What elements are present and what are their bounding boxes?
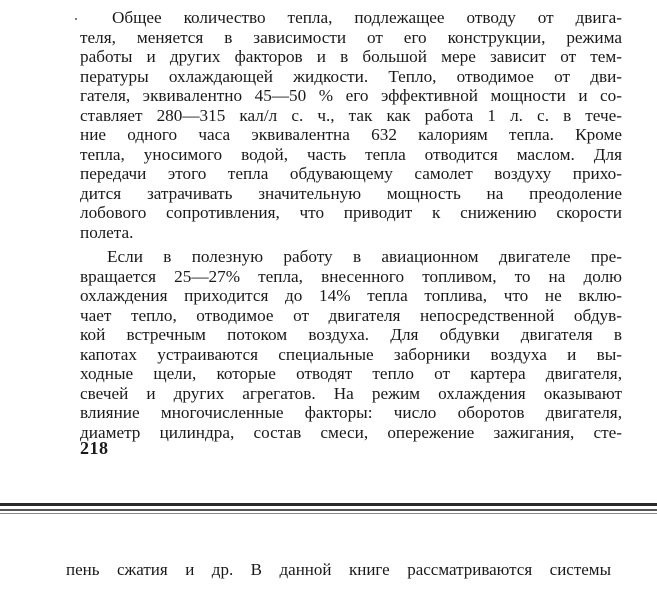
- text-line: лобового сопротивления, что приводит к снижению скорости: [80, 203, 622, 222]
- paragraph-cooling-factors: [80, 247, 622, 442]
- text-line: вращается 25—27% тепла, внесенного топливом, то на долю: [80, 266, 622, 286]
- page-number: 218: [80, 438, 109, 458]
- text-line: капотах устраиваются специальные заборники воздуха и вы-: [80, 344, 622, 364]
- text-line: влияние многочисленные факторы: число оборотов двигателя,: [80, 403, 622, 422]
- paragraph-heat-removal: [80, 8, 622, 242]
- separator-line: [0, 503, 657, 506]
- text-line: диаметр цилиндра, состав смеси, опережение зажигания, сте-: [80, 422, 622, 442]
- text-line: пень сжатия и др. В данной книге рассматриваются системы: [66, 560, 611, 579]
- text-line: передачи этого тепла обдувающему самолет воздуху прихо-: [80, 164, 622, 183]
- text-line: ставляет 280—315 кал/л с. ч., так как работа 1 л. с. в тече-: [80, 105, 622, 125]
- separator-line: [0, 513, 657, 514]
- text-line: чает тепло, отводимое от двигателя непосредственной обдув-: [80, 305, 622, 325]
- text-line: ние одного часа эквивалентна 632 калориям тепла. Кроме: [80, 125, 622, 144]
- text-line: теля, меняется в зависимости от его конструкции, режима: [80, 27, 622, 47]
- text-line: дится затрачивать значительную мощность на преодоление: [80, 183, 622, 203]
- next-page-fragment: [66, 560, 611, 580]
- text-line: Если в полезную работу в авиационном двигателе пре-: [107, 247, 622, 266]
- book-page: [80, 8, 622, 442]
- text-line: полета.: [80, 222, 134, 242]
- text-line: гателя, эквивалентно 45—50 % его эффективной мощности и со-: [80, 86, 622, 105]
- text-line: охлаждения приходится до 14% тепла топлива, что не вклю-: [80, 286, 622, 305]
- text-line: свечей и других агрегатов. На режим охлаждения оказывают: [80, 383, 622, 403]
- text-line: пературы охлаждающей жидкости. Тепло, отводимое от дви-: [80, 66, 622, 86]
- text-line: работы и других факторов и в большой мере зависит от тем-: [80, 47, 622, 66]
- text-line: кой встречным потоком воздуха. Для обдувки двигателя в: [80, 325, 622, 344]
- text-line: Общее количество тепла, подлежащее отводу от двига-: [112, 8, 622, 27]
- print-speck: [75, 18, 77, 20]
- text-line: ходные щели, которые отводят тепло от картера двигателя,: [80, 364, 622, 383]
- page-separator: [0, 503, 657, 517]
- separator-line: [0, 509, 657, 511]
- text-line: тепла, уносимого водой, часть тепла отводится маслом. Для: [80, 144, 622, 164]
